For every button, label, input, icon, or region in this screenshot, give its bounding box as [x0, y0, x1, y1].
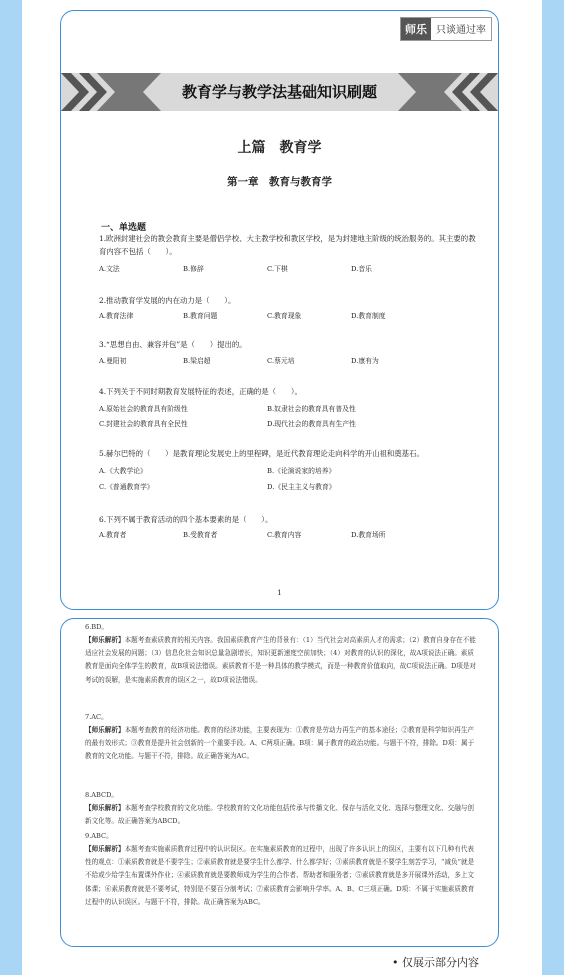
- section-title: 一、单选题: [101, 223, 147, 233]
- question-stem: 1.欧洲封建社会的教会教育主要是僧侣学校、大主教学校和教区学校，是为封建地主阶级的统治服务的。其主要的教育内容不包括（ ）。: [99, 234, 476, 256]
- option: A.《大教学论》: [99, 467, 147, 475]
- question-stem: 4.下列关于不同时期教育发展特征的表述，正确的是（ ）。: [99, 387, 302, 396]
- option: C.下棋: [267, 265, 288, 273]
- explanation-text: 本题考查教育的经济功能。教育的经济功能，主要表现为：①教育是劳动力再生产的基本途径；②教育是科学知识再生产的最有效形式；③教育是提升社会创新的一个重要手段。A、C两项正确。B项：属于教育的政治功能。与题干不符，排除。D项：属于教育的文化功能。与题干不符，排除。故正确答案为AC。: [85, 726, 475, 761]
- question-options: [99, 465, 479, 477]
- answer-key: 8.ABCD。: [85, 791, 118, 799]
- question-options: [99, 481, 479, 493]
- question-page-card: [60, 10, 499, 610]
- option: A.曼阳初: [99, 357, 127, 365]
- option: A.原始社会的教育具有阶级性: [99, 405, 188, 413]
- option: B.梁启超: [183, 357, 211, 365]
- question-options: [99, 310, 479, 322]
- option: B.教育问题: [183, 312, 218, 320]
- option: D.教育场所: [351, 531, 386, 539]
- banner-title: 教育学与教学法基础知识刷题: [181, 83, 377, 101]
- answer-key: 6.BD。: [85, 623, 109, 631]
- question-options: [99, 418, 479, 430]
- explanation-label: 【师乐解析】: [85, 804, 125, 812]
- explanation-label: 【师乐解析】: [85, 726, 125, 734]
- option: B.受教育者: [183, 531, 218, 539]
- option: D.音乐: [351, 265, 372, 273]
- part-title: 上篇 教育学: [237, 140, 322, 156]
- title-banner: [61, 73, 498, 111]
- explanation-text: 本题考查素质教育的相关内容。我国素质教育产生的背景有：（1）当代社会对高素质人才的需求；（2）教育自身存在不能适应社会发展的问题；（3）信息化社会知识总量急剧增长，知识更新速度空前加快；（4）对教育的认识的深化，故A项说法正确。素质教育是面向全体学生的教育，故B项说法错误。素质教育不是一种具体的教学模式，而是一种教育价值取向，故C项说法正确。D项是对考试的误解，是实施素质教育的误区之一，故D项说法错误。: [85, 636, 477, 684]
- question-options: [99, 355, 479, 367]
- page-number: 1: [277, 589, 282, 597]
- option: A.教育法律: [99, 312, 134, 320]
- explanation-text: 本题考查实施素质教育过程中的认识误区。在实施素质教育的过程中，出现了许多认识上的误区，主要有以下几种有代表性的观点：①素质教育就是不要学生；②素质教育就是要学生什么都学、什么都学好；③素质教育就是不要学生刻苦学习，“减负”就是不给或少给学生布置课外作业；④素质教育就是要教师成为学生的合作者、帮助者和服务者；⑤素质教育就是多开展课外活动，多上文体课；⑥素质教育就是不要考试，特别是不要百分制考试；⑦素质教育会影响升学率。A、B、C三项正确。D项：不属于实施素质教育过程中的认识误区。与题干不符，排除。故正确答案为ABC。: [85, 845, 475, 906]
- question-options: [99, 263, 479, 275]
- answer-explanation: [85, 634, 477, 687]
- answer-key: 7.AC。: [85, 713, 108, 721]
- question-stem: 3.“思想自由、兼容并包”是（ ）提出的。: [99, 340, 247, 349]
- option: D.《民主主义与教育》: [267, 483, 336, 491]
- brand-logo: 师乐: [401, 18, 431, 40]
- option: C.封建社会的教育具有全民性: [99, 420, 188, 428]
- brand-slogan: 只谈通过率: [431, 18, 491, 40]
- option: B.《论演说家的培养》: [267, 467, 336, 475]
- option: B.奴隶社会的教育具有普及性: [267, 405, 356, 413]
- option: C.蔡元培: [267, 357, 295, 365]
- explanation-text: 本题考查学校教育的文化功能。学校教育的文化功能包括传承与传播文化、保存与活化文化、选择与整理文化、交融与创新文化等。故正确答案为ABCD。: [85, 804, 475, 826]
- answer-key: 9.ABC。: [85, 832, 113, 840]
- question-options: [99, 529, 479, 541]
- question-stem: 5.赫尔巴特的（ ）是教育理论发展史上的里程碑，是近代教育理论走向科学的开山祖和奠基石。: [99, 449, 424, 458]
- question-stem: 6.下列不属于教育活动的四个基本要素的是（ ）。: [99, 515, 273, 524]
- question-stem: 2.推动教育学发展的内在动力是（ ）。: [99, 296, 236, 305]
- brand-stamp: [400, 17, 492, 41]
- option: A.教育者: [99, 531, 127, 539]
- answer-page-card: [60, 618, 499, 947]
- question-options: [99, 403, 479, 415]
- option: C.教育内容: [267, 531, 302, 539]
- explanation-label: 【师乐解析】: [85, 845, 125, 853]
- answer-explanation: [85, 724, 477, 764]
- partial-content-note: • 仅展示部分内容: [392, 956, 479, 969]
- option: D.康有为: [351, 357, 379, 365]
- option: A.文法: [99, 265, 120, 273]
- option: D.现代社会的教育具有生产性: [267, 420, 356, 428]
- answer-explanation: [85, 843, 477, 909]
- option: D.教育制度: [351, 312, 386, 320]
- chapter-title: 第一章 教育与教育学: [227, 176, 332, 188]
- option: B.修辞: [183, 265, 204, 273]
- option: C.《普通教育学》: [99, 483, 154, 491]
- answer-explanation: [85, 802, 477, 828]
- option: C.教育现象: [267, 312, 302, 320]
- explanation-label: 【师乐解析】: [85, 636, 125, 644]
